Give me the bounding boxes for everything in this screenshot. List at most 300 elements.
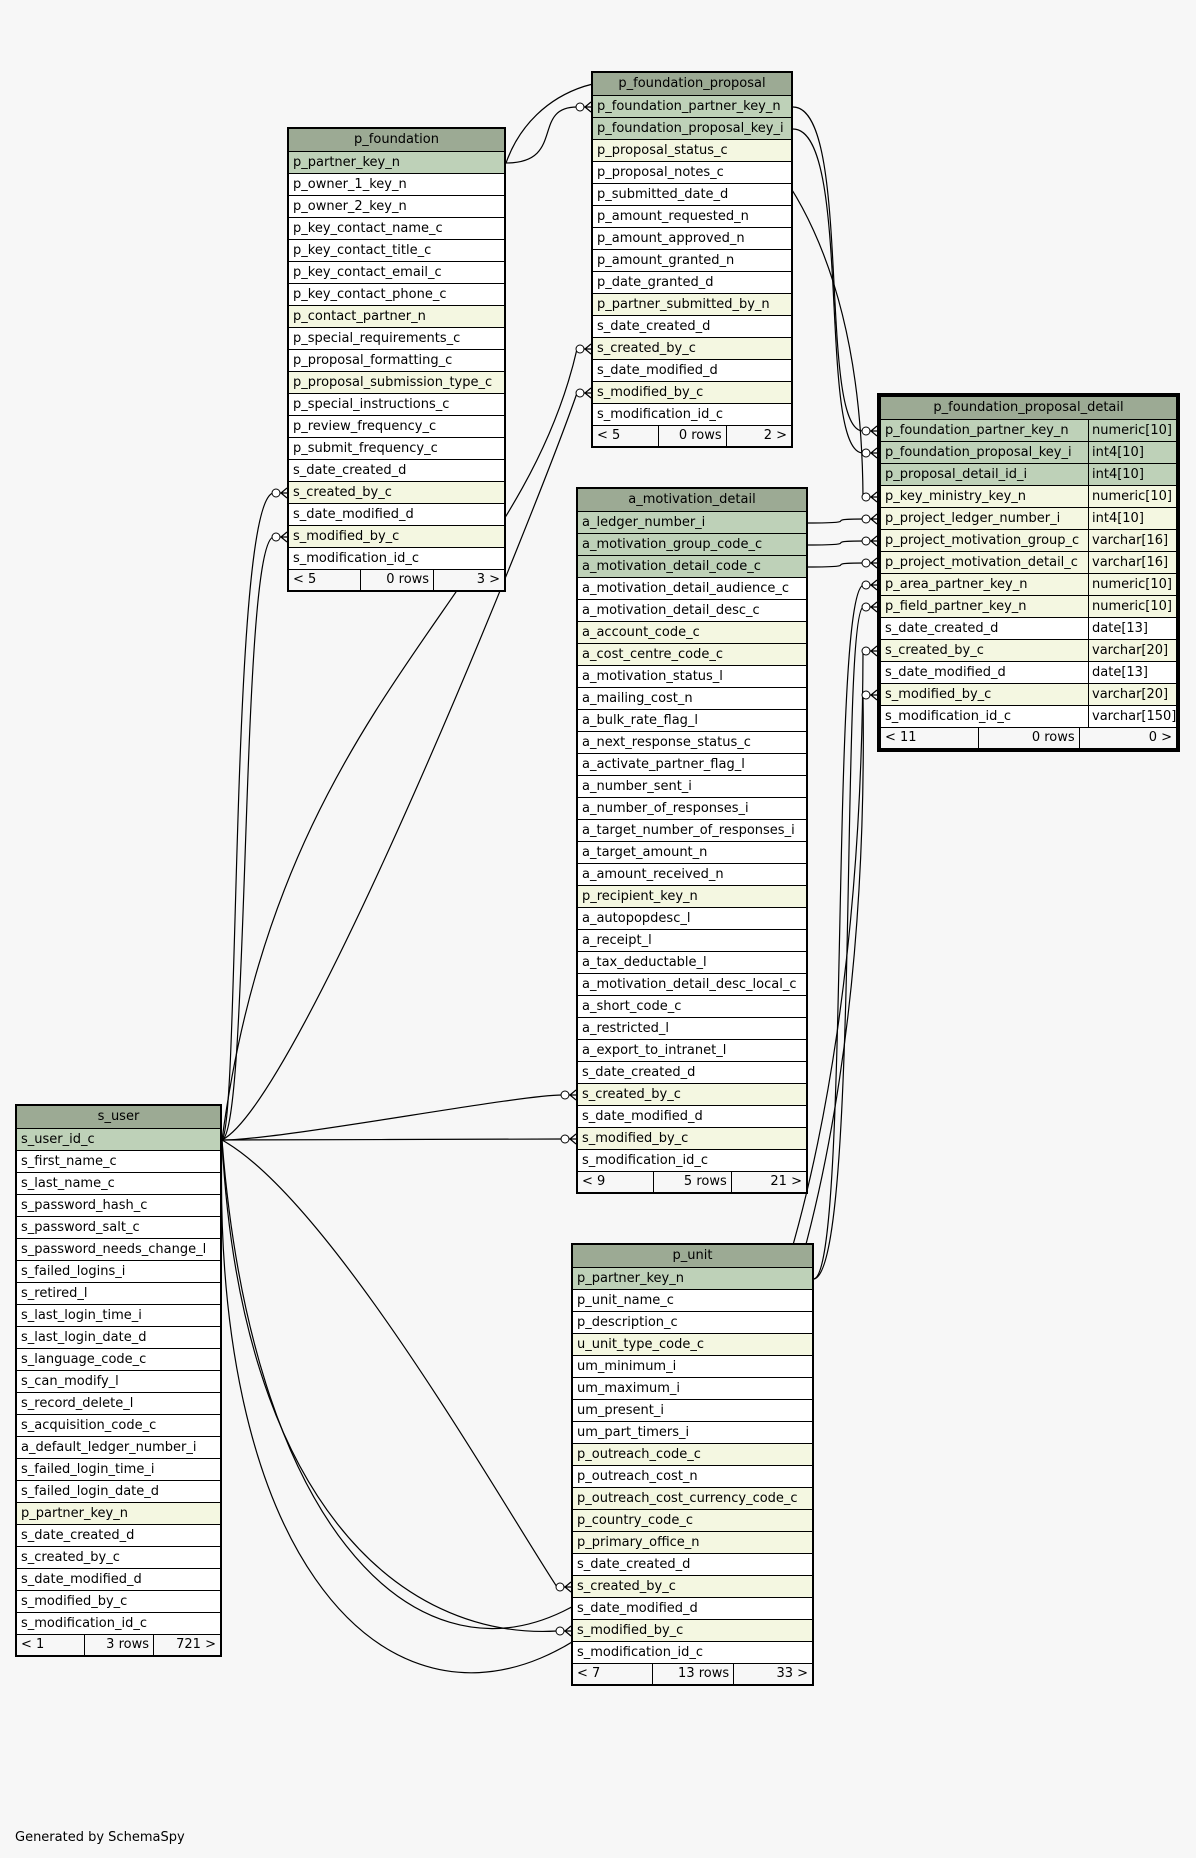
- table-footer: [573, 1664, 812, 1684]
- column-row[interactable]: [289, 504, 504, 526]
- column-row[interactable]: [17, 1393, 220, 1415]
- column-name: p_proposal_status_c: [597, 143, 728, 158]
- column-row[interactable]: [289, 372, 504, 394]
- column-type: date[13]: [1088, 618, 1176, 639]
- parents-link[interactable]: < 11: [885, 730, 917, 745]
- column-list: [881, 420, 1176, 728]
- rel-ledger-to-detail-optional-marker: [862, 515, 870, 523]
- column-row[interactable]: [289, 218, 504, 240]
- column-name: s_password_needs_change_l: [21, 1242, 207, 1257]
- rel-user-to-motivation-created-optional-marker: [561, 1091, 569, 1099]
- column-name: s_modification_id_c: [582, 1153, 708, 1168]
- column-name: a_export_to_intranet_l: [582, 1043, 727, 1058]
- column-name: p_partner_key_n: [21, 1506, 128, 1521]
- column-type: varchar[20]: [1088, 640, 1176, 661]
- column-row[interactable]: [593, 316, 791, 338]
- column-name: s_date_modified_d: [21, 1572, 142, 1587]
- column-row[interactable]: [573, 1642, 812, 1664]
- column-name: s_date_modified_d: [577, 1601, 698, 1616]
- column-name: p_contact_partner_n: [293, 309, 426, 324]
- column-row[interactable]: [17, 1173, 220, 1195]
- table-footer: [578, 1172, 806, 1192]
- column-row[interactable]: [17, 1437, 220, 1459]
- column-name: p_unit_name_c: [577, 1293, 674, 1308]
- column-name: u_unit_type_code_c: [577, 1337, 704, 1352]
- column-name: s_modified_by_c: [582, 1131, 689, 1146]
- column-name: s_first_name_c: [21, 1154, 117, 1169]
- column-name: s_date_modified_d: [885, 665, 1006, 680]
- table-p-unit[interactable]: [571, 1243, 814, 1686]
- column-row[interactable]: [573, 1334, 812, 1356]
- rel-unit-area-to-detail: [814, 585, 877, 1279]
- column-name: p_foundation_proposal_key_i: [597, 121, 784, 136]
- column-row[interactable]: [573, 1290, 812, 1312]
- column-row[interactable]: [573, 1444, 812, 1466]
- column-row[interactable]: [17, 1239, 220, 1261]
- column-name: s_modification_id_c: [21, 1616, 147, 1631]
- column-name: s_modified_by_c: [597, 385, 704, 400]
- rel-motivation-to-detail: [808, 563, 877, 567]
- column-list: [578, 512, 806, 1172]
- column-row[interactable]: [578, 864, 806, 886]
- column-row[interactable]: [17, 1151, 220, 1173]
- column-name: um_maximum_i: [577, 1381, 681, 1396]
- column-row[interactable]: [289, 284, 504, 306]
- column-name: s_date_created_d: [885, 621, 999, 636]
- column-row[interactable]: [17, 1129, 220, 1151]
- parents-link[interactable]: < 1: [21, 1637, 45, 1652]
- column-name: p_foundation_partner_key_n: [597, 99, 781, 114]
- rel-user-to-detail-modified-optional-marker: [862, 691, 870, 699]
- rel-foundation-to-proposal-optional-marker: [576, 103, 584, 111]
- children-link[interactable]: 21 >: [731, 1172, 806, 1192]
- column-row[interactable]: [573, 1466, 812, 1488]
- column-name: s_last_name_c: [21, 1176, 115, 1191]
- column-name: s_date_created_d: [577, 1557, 691, 1572]
- column-list: [573, 1268, 812, 1664]
- column-row[interactable]: [17, 1261, 220, 1283]
- column-name: um_present_i: [577, 1403, 664, 1418]
- row-count: 5 rows: [653, 1172, 731, 1192]
- column-name: s_password_hash_c: [21, 1198, 148, 1213]
- column-row[interactable]: [578, 666, 806, 688]
- column-name: s_modified_by_c: [21, 1594, 128, 1609]
- column-row[interactable]: [289, 328, 504, 350]
- column-row[interactable]: [881, 706, 1176, 728]
- column-name: um_minimum_i: [577, 1359, 677, 1374]
- column-name: s_failed_logins_i: [21, 1264, 126, 1279]
- column-row[interactable]: [593, 338, 791, 360]
- column-row[interactable]: [578, 996, 806, 1018]
- column-name: p_proposal_submission_type_c: [293, 375, 493, 390]
- column-row[interactable]: [573, 1510, 812, 1532]
- column-list: [593, 96, 791, 426]
- column-row[interactable]: [578, 644, 806, 666]
- parents-link[interactable]: < 7: [577, 1666, 601, 1681]
- children-link[interactable]: 3 >: [433, 570, 504, 590]
- parents-link[interactable]: < 5: [293, 572, 317, 587]
- column-row[interactable]: [578, 1018, 806, 1040]
- column-row[interactable]: [578, 930, 806, 952]
- column-row[interactable]: [573, 1378, 812, 1400]
- table-p-foundation[interactable]: [287, 127, 506, 592]
- column-row[interactable]: [289, 526, 504, 548]
- parents-link[interactable]: < 9: [582, 1174, 606, 1189]
- column-row[interactable]: [881, 464, 1176, 486]
- column-name: a_account_code_c: [582, 625, 700, 640]
- column-row[interactable]: [289, 350, 504, 372]
- column-name: p_partner_key_n: [293, 155, 400, 170]
- column-row[interactable]: [289, 460, 504, 482]
- rel-group-to-detail-optional-marker: [862, 537, 870, 545]
- column-name: p_area_partner_key_n: [885, 577, 1028, 592]
- column-row[interactable]: [289, 394, 504, 416]
- column-row[interactable]: [573, 1400, 812, 1422]
- column-row[interactable]: [578, 974, 806, 996]
- column-name: s_user_id_c: [21, 1132, 95, 1147]
- column-name: a_default_ledger_number_i: [21, 1440, 197, 1455]
- column-row[interactable]: [17, 1305, 220, 1327]
- rel-user-to-unit-modified-optional-marker: [556, 1627, 564, 1635]
- column-row[interactable]: [593, 272, 791, 294]
- column-name: p_key_contact_title_c: [293, 243, 432, 258]
- column-type: numeric[10]: [1088, 574, 1176, 595]
- column-name: p_amount_approved_n: [597, 231, 745, 246]
- column-name: p_outreach_code_c: [577, 1447, 701, 1462]
- column-row[interactable]: [573, 1268, 812, 1290]
- column-name: a_mailing_cost_n: [582, 691, 693, 706]
- column-row[interactable]: [881, 442, 1176, 464]
- row-count: 0 rows: [360, 570, 433, 590]
- column-type: varchar[20]: [1088, 684, 1176, 705]
- column-name: a_motivation_detail_code_c: [582, 559, 761, 574]
- column-name: s_date_created_d: [597, 319, 711, 334]
- column-row[interactable]: [578, 952, 806, 974]
- column-row[interactable]: [593, 228, 791, 250]
- row-count: 3 rows: [84, 1635, 153, 1655]
- column-name: a_short_code_c: [582, 999, 682, 1014]
- column-name: s_date_created_d: [21, 1528, 135, 1543]
- column-name: a_restricted_l: [582, 1021, 669, 1036]
- column-row[interactable]: [578, 534, 806, 556]
- column-row[interactable]: [573, 1312, 812, 1334]
- table-p-foundation-proposal[interactable]: [591, 71, 793, 448]
- column-row[interactable]: [578, 622, 806, 644]
- column-name: s_date_created_d: [293, 463, 407, 478]
- rel-proposal-key-to-detail-optional-marker: [862, 449, 870, 457]
- column-name: p_amount_granted_n: [597, 253, 735, 268]
- column-name: a_motivation_detail_audience_c: [582, 581, 789, 596]
- column-row[interactable]: [578, 1106, 806, 1128]
- column-row[interactable]: [578, 512, 806, 534]
- table-a-motivation-detail[interactable]: [576, 487, 808, 1194]
- column-name: p_key_ministry_key_n: [885, 489, 1027, 504]
- column-row[interactable]: [593, 140, 791, 162]
- rel-user-to-motivation-created: [222, 1095, 576, 1140]
- column-name: a_target_amount_n: [582, 845, 708, 860]
- column-row[interactable]: [289, 262, 504, 284]
- column-name: s_password_salt_c: [21, 1220, 140, 1235]
- table-title[interactable]: p_foundation_proposal: [593, 73, 791, 96]
- column-name: s_date_modified_d: [582, 1109, 703, 1124]
- column-row[interactable]: [573, 1598, 812, 1620]
- column-row[interactable]: [593, 206, 791, 228]
- column-row[interactable]: [17, 1349, 220, 1371]
- column-row[interactable]: [17, 1217, 220, 1239]
- column-row[interactable]: [578, 1150, 806, 1172]
- column-name: p_key_contact_email_c: [293, 265, 442, 280]
- column-row[interactable]: [578, 754, 806, 776]
- column-row[interactable]: [17, 1613, 220, 1635]
- column-name: p_country_code_c: [577, 1513, 693, 1528]
- column-row[interactable]: [17, 1283, 220, 1305]
- column-name: p_outreach_cost_currency_code_c: [577, 1491, 798, 1506]
- rel-user-to-foundation-modified: [222, 537, 287, 1140]
- table-footer: [17, 1635, 220, 1655]
- column-name: p_recipient_key_n: [582, 889, 698, 904]
- column-row[interactable]: [578, 886, 806, 908]
- rel-user-to-proposal-modified-optional-marker: [576, 389, 584, 397]
- column-name: p_primary_office_n: [577, 1535, 700, 1550]
- column-row[interactable]: [881, 508, 1176, 530]
- column-row[interactable]: [578, 710, 806, 732]
- column-type: int4[10]: [1088, 464, 1176, 485]
- rel-unit-area-to-detail-optional-marker: [862, 581, 870, 589]
- column-name: s_failed_login_time_i: [21, 1462, 155, 1477]
- column-row[interactable]: [578, 842, 806, 864]
- row-count: 0 rows: [978, 728, 1078, 748]
- table-title[interactable]: s_user: [17, 1106, 220, 1129]
- column-name: a_autopopdesc_l: [582, 911, 691, 926]
- column-row[interactable]: [578, 732, 806, 754]
- column-row[interactable]: [573, 1532, 812, 1554]
- generated-by-label: Generated by SchemaSpy: [15, 1830, 185, 1845]
- column-row[interactable]: [593, 360, 791, 382]
- column-row[interactable]: [17, 1195, 220, 1217]
- column-name: p_description_c: [577, 1315, 678, 1330]
- rel-user-to-unit-modified: [222, 1140, 571, 1631]
- column-name: um_part_timers_i: [577, 1425, 690, 1440]
- table-title[interactable]: p_unit: [573, 1245, 812, 1268]
- column-name: p_owner_1_key_n: [293, 177, 407, 192]
- column-row[interactable]: [17, 1459, 220, 1481]
- column-name: s_date_modified_d: [597, 363, 718, 378]
- rel-user-to-detail-created-optional-marker: [862, 647, 870, 655]
- column-name: p_partner_submitted_by_n: [597, 297, 770, 312]
- children-link[interactable]: 0 >: [1079, 728, 1176, 748]
- table-p-foundation-proposal-detail[interactable]: [877, 393, 1180, 752]
- column-row[interactable]: [578, 1040, 806, 1062]
- column-row[interactable]: [17, 1591, 220, 1613]
- column-name: s_record_delete_l: [21, 1396, 134, 1411]
- table-title[interactable]: p_foundation_proposal_detail: [881, 397, 1176, 420]
- column-name: p_submitted_date_d: [597, 187, 729, 202]
- column-row[interactable]: [593, 162, 791, 184]
- column-list: [289, 152, 504, 570]
- column-name: p_project_ledger_number_i: [885, 511, 1061, 526]
- column-name: a_number_sent_i: [582, 779, 692, 794]
- column-row[interactable]: [573, 1356, 812, 1378]
- column-row[interactable]: [578, 1128, 806, 1150]
- column-row[interactable]: [881, 684, 1176, 706]
- column-type: varchar[16]: [1088, 552, 1176, 573]
- column-row[interactable]: [881, 530, 1176, 552]
- table-footer: [289, 570, 504, 590]
- rel-user-to-foundation-created-optional-marker: [272, 489, 280, 497]
- column-row[interactable]: [289, 416, 504, 438]
- children-link[interactable]: 2 >: [726, 426, 791, 446]
- column-list: [17, 1129, 220, 1635]
- column-name: s_last_login_time_i: [21, 1308, 142, 1323]
- rel-foundation-ministry-to-detail-optional-marker: [862, 493, 870, 501]
- column-name: a_next_response_status_c: [582, 735, 751, 750]
- column-name: p_review_frequency_c: [293, 419, 437, 434]
- table-s-user[interactable]: [15, 1104, 222, 1657]
- column-row[interactable]: [593, 118, 791, 140]
- column-row[interactable]: [881, 662, 1176, 684]
- column-name: a_motivation_group_code_c: [582, 537, 763, 552]
- column-name: s_created_by_c: [597, 341, 696, 356]
- column-name: s_created_by_c: [293, 485, 392, 500]
- column-row[interactable]: [289, 306, 504, 328]
- column-row[interactable]: [593, 404, 791, 426]
- column-row[interactable]: [578, 820, 806, 842]
- column-name: a_amount_received_n: [582, 867, 724, 882]
- table-title[interactable]: a_motivation_detail: [578, 489, 806, 512]
- column-row[interactable]: [289, 240, 504, 262]
- column-row[interactable]: [17, 1327, 220, 1349]
- table-title[interactable]: p_foundation: [289, 129, 504, 152]
- column-name: p_owner_2_key_n: [293, 199, 407, 214]
- column-row[interactable]: [17, 1525, 220, 1547]
- column-row[interactable]: [573, 1554, 812, 1576]
- column-row[interactable]: [289, 438, 504, 460]
- column-name: s_date_created_d: [582, 1065, 696, 1080]
- column-name: a_motivation_detail_desc_c: [582, 603, 760, 618]
- column-row[interactable]: [593, 294, 791, 316]
- table-footer: [881, 728, 1176, 748]
- column-name: s_modification_id_c: [885, 709, 1011, 724]
- column-name: s_language_code_c: [21, 1352, 147, 1367]
- column-row[interactable]: [593, 250, 791, 272]
- column-name: s_acquisition_code_c: [21, 1418, 157, 1433]
- column-row[interactable]: [573, 1576, 812, 1598]
- column-row[interactable]: [578, 798, 806, 820]
- column-row[interactable]: [593, 96, 791, 118]
- column-type: date[13]: [1088, 662, 1176, 683]
- column-name: s_created_by_c: [582, 1087, 681, 1102]
- rel-unit-field-to-detail: [814, 607, 877, 1279]
- rel-user-to-unit-created: [222, 1140, 571, 1587]
- column-row[interactable]: [578, 776, 806, 798]
- rel-ledger-to-detail: [808, 519, 877, 523]
- column-row[interactable]: [881, 596, 1176, 618]
- column-row[interactable]: [578, 600, 806, 622]
- column-row[interactable]: [289, 482, 504, 504]
- column-name: s_created_by_c: [885, 643, 984, 658]
- column-row[interactable]: [289, 196, 504, 218]
- column-name: p_submit_frequency_c: [293, 441, 438, 456]
- column-row[interactable]: [881, 574, 1176, 596]
- column-name: a_ledger_number_i: [582, 515, 706, 530]
- column-row[interactable]: [881, 486, 1176, 508]
- column-row[interactable]: [17, 1503, 220, 1525]
- column-row[interactable]: [578, 1084, 806, 1106]
- column-row[interactable]: [289, 174, 504, 196]
- rel-unit-field-to-detail-optional-marker: [862, 603, 870, 611]
- column-row[interactable]: [289, 152, 504, 174]
- column-row[interactable]: [881, 552, 1176, 574]
- column-name: a_motivation_status_l: [582, 669, 723, 684]
- column-row[interactable]: [881, 420, 1176, 442]
- row-count: 0 rows: [658, 426, 725, 446]
- column-name: s_last_login_date_d: [21, 1330, 147, 1345]
- column-name: p_special_requirements_c: [293, 331, 461, 346]
- column-name: p_date_granted_d: [597, 275, 714, 290]
- column-name: p_foundation_partner_key_n: [885, 423, 1069, 438]
- column-row[interactable]: [573, 1488, 812, 1510]
- column-name: p_amount_requested_n: [597, 209, 749, 224]
- column-row[interactable]: [17, 1481, 220, 1503]
- column-row[interactable]: [593, 382, 791, 404]
- column-row[interactable]: [593, 184, 791, 206]
- column-name: s_modification_id_c: [597, 407, 723, 422]
- column-row[interactable]: [578, 688, 806, 710]
- rel-user-to-foundation-created: [222, 493, 287, 1140]
- column-name: a_receipt_l: [582, 933, 652, 948]
- column-row[interactable]: [17, 1569, 220, 1591]
- column-name: p_key_contact_name_c: [293, 221, 443, 236]
- column-row[interactable]: [578, 578, 806, 600]
- column-name: p_outreach_cost_n: [577, 1469, 698, 1484]
- children-link[interactable]: 721 >: [153, 1635, 220, 1655]
- parents-link[interactable]: < 5: [597, 428, 621, 443]
- column-row[interactable]: [881, 640, 1176, 662]
- column-name: p_partner_key_n: [577, 1271, 684, 1286]
- row-count: 13 rows: [652, 1664, 733, 1684]
- column-type: numeric[10]: [1088, 596, 1176, 617]
- column-row[interactable]: [578, 556, 806, 578]
- children-link[interactable]: 33 >: [733, 1664, 812, 1684]
- column-row[interactable]: [17, 1415, 220, 1437]
- column-row[interactable]: [573, 1620, 812, 1642]
- column-name: p_key_contact_phone_c: [293, 287, 447, 302]
- column-row[interactable]: [881, 618, 1176, 640]
- column-row[interactable]: [17, 1547, 220, 1569]
- column-name: s_retired_l: [21, 1286, 88, 1301]
- column-name: s_modified_by_c: [885, 687, 992, 702]
- table-footer: [593, 426, 791, 446]
- column-name: p_proposal_notes_c: [597, 165, 724, 180]
- column-name: a_activate_partner_flag_l: [582, 757, 745, 772]
- column-row[interactable]: [17, 1371, 220, 1393]
- rel-proposal-key-to-detail: [793, 129, 877, 453]
- column-name: p_proposal_detail_id_i: [885, 467, 1028, 482]
- column-row[interactable]: [289, 548, 504, 570]
- column-name: a_target_number_of_responses_i: [582, 823, 795, 838]
- rel-user-to-motivation-modified-optional-marker: [561, 1135, 569, 1143]
- rel-user-to-proposal-created-optional-marker: [576, 345, 584, 353]
- column-name: a_cost_centre_code_c: [582, 647, 723, 662]
- column-row[interactable]: [573, 1422, 812, 1444]
- column-type: int4[10]: [1088, 442, 1176, 463]
- column-name: p_foundation_proposal_key_i: [885, 445, 1072, 460]
- column-row[interactable]: [578, 908, 806, 930]
- rel-foundation-to-proposal: [506, 107, 591, 163]
- column-name: s_modified_by_c: [577, 1623, 684, 1638]
- column-name: s_failed_login_date_d: [21, 1484, 160, 1499]
- column-row[interactable]: [578, 1062, 806, 1084]
